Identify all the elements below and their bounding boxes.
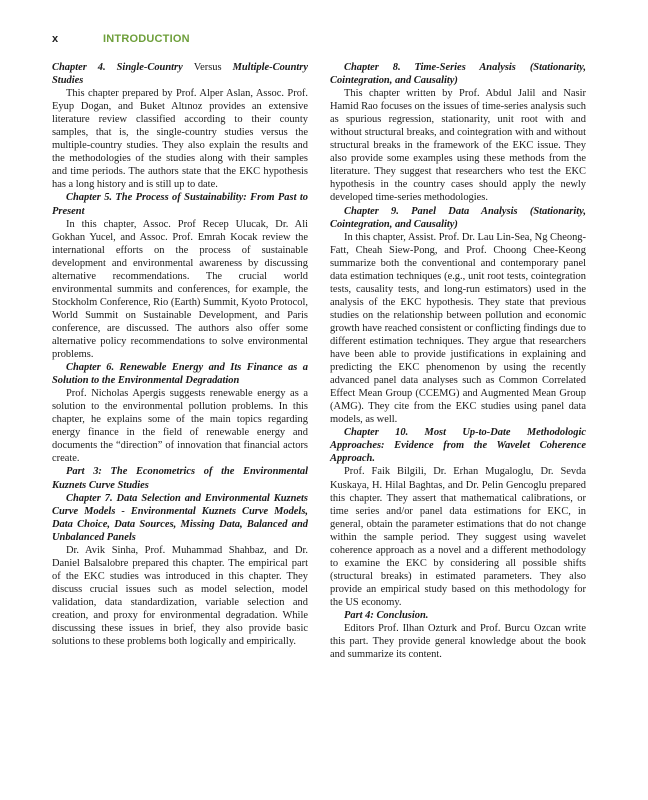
- left-column: [52, 61, 308, 648]
- part-4-heading: Part 4: Conclusion.: [344, 609, 429, 621]
- chapter-9-heading: Chapter 9. Panel Data Analysis (Stationarity, Cointegration, and Causality): [330, 205, 586, 230]
- chapter-6-body: Prof. Nicholas Apergis suggests renewable energy as a solution to the environmental pollution problems. In this chapter, he explains some of the main topics regarding energy finance in the field of renewable energy and documents the “direction” of innovation that financial actors create.: [52, 388, 308, 465]
- page-number: x: [52, 33, 59, 45]
- chapter-7-heading: Chapter 7. Data Selection and Environmental Kuznets Curve Models - Environmental Kuznets Curve Models, Data Choice, Data Sources, Missing Data, Balanced and Unbalanced Panels: [52, 492, 308, 543]
- part-4-body: Editors Prof. Ilhan Ozturk and Prof. Burcu Ozcan write this part. They provide general knowledge about the book and summarize its content.: [330, 623, 586, 661]
- chapter-4-heading: Chapter 4. Single-Country Versus Multiple-Country Studies: [52, 62, 308, 87]
- chapter-9-body: In this chapter, Assist. Prof. Dr. Lau Lin-Sea, Ng Cheong-Fatt, Cheah Siew-Pong, and Prof. Choong Chee-Keong summarize both the conventional and contemporary panel data estimation techniques (e.g., unit root tests, cointegration tests, causality tests, and long-run estimators) used in the analysis of the EKC hypothesis. They state that previous studies on the relationship between pollution and economic growth have reached consistent or conflicting findings due to different estimation techniques. They argue that researchers have been able to provide justifications in explaining and predicting the EKC phenomenon by using the recently advanced panel data analyses such as Common Correlated Effect Mean Group (CCEMG) and Augmented Mean Group (AMG). They cite from the EKC studies using panel data models, as well.: [330, 231, 586, 426]
- chapter-10-body: Prof. Faik Bilgili, Dr. Erhan Mugaloglu, Dr. Sevda Kuskaya, H. Hilal Baghtas, and Dr. Pelin Gencoglu prepared this chapter. They assert that mathematical calibrations, or time series and/or panel data estimations for EKC, in general, obtain the parameter estimations that do not change within the sample period. They suggest using wavelet coherence approach as a novel and a different methodology to examine the EKC by considering all possible shifts (structural breaks) in estimated parameters. They also provide an empirical study based on this methodology for the US economy.: [330, 466, 586, 608]
- chapter-8-heading: Chapter 8. Time-Series Analysis (Stationarity, Cointegration, and Causality): [330, 62, 586, 87]
- chapter-6-heading: Chapter 6. Renewable Energy and Its Finance as a Solution to the Environmental Degradation: [52, 362, 308, 387]
- chapter-8-body: This chapter written by Prof. Abdul Jalil and Nasir Hamid Rao focuses on the issues of time-series analysis such as spurious regression, stationarity, unit root with and without structural breaks, and cointegration with and without structural breaks in the framework of the EKC issue. They also provide some examples using these methods from the literature. They suggest that researchers who test the EKC hypothesis in the country cases should apply the newly developed time-series methodologies.: [330, 88, 586, 204]
- chapter-7-body: Dr. Avik Sinha, Prof. Muhammad Shahbaz, and Dr. Daniel Balsalobre prepared this chapter. The empirical part of the EKC studies was introduced in this chapter. They discuss crucial issues such as model selection, model validation, data standardization, variable selection and creation, and proxy for environmental degradation. While discussing these issues in brief, they also provide basic solutions to these problems both logically and empirically.: [52, 544, 308, 648]
- chapter-5-body: In this chapter, Assoc. Prof Recep Ulucak, Dr. Ali Gokhan Yucel, and Assoc. Prof. Emrah Kocak review the international efforts on the process of sustainable development and environmental awareness by discussing alternative recommendations. The crucial world environmental summits and conferences, for example, the Stockholm Conference, Rio (Earth) Summit, Kyoto Protocol, World Summit on Sustainable Development, and Paris conference, are discussed. The authors also offer some alternative policy recommendations to solve environmental problems.: [52, 218, 308, 361]
- right-column: [330, 61, 586, 661]
- part-3-heading: Part 3: The Econometrics of the Environmental Kuznets Curve Studies: [52, 466, 308, 491]
- chapter-5-heading: Chapter 5. The Process of Sustainability: From Past to Present: [52, 192, 308, 217]
- chapter-10-heading: Chapter 10. Most Up-to-Date Methodologic Approaches: Evidence from the Wavelet Coherence Approach.: [330, 427, 586, 465]
- chapter-4-body: This chapter prepared by Prof. Alper Aslan, Assoc. Prof. Eyup Dogan, and Buket Altınoz provides an extensive literature review classified according to their county samples, that is, the single-country studies versus the multiple-country studies. They also explain the results and the methodologies of the studies along with their samples and time periods. The authors state that the EKC hypothesis has a long history and is still up to date.: [52, 88, 308, 191]
- running-title: INTRODUCTION: [103, 33, 190, 45]
